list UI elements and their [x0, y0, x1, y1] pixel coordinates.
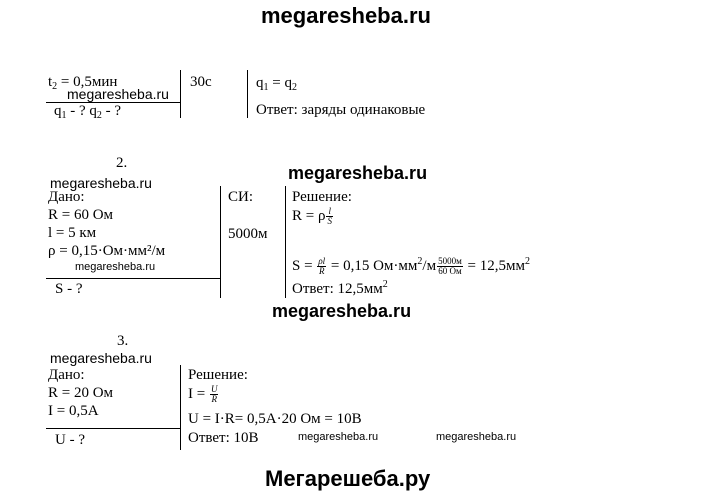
solution-label-2: Решение:	[292, 189, 352, 205]
si-value: 30с	[190, 74, 212, 90]
watermark-mid: megaresheba.ru	[272, 301, 412, 321]
watermark-p1: megaresheba.ru	[67, 86, 169, 102]
watermark-top: megaresheba.ru	[261, 3, 431, 28]
answer-3: Ответ: 10В	[188, 430, 259, 446]
divider-given-solution-3	[180, 365, 181, 450]
find-q1-q2: $q_1$ - ? $q_2$ - ?	[54, 103, 122, 121]
answer-2: Ответ: $12,5мм^2$	[292, 279, 388, 297]
given-l-2: l = 5 км	[48, 225, 97, 241]
problem-number-3: 3.	[117, 333, 129, 349]
given-I-3: I = 0,5А	[48, 403, 99, 419]
formula-R-rho: R = ρ $\frac{l}{S}$	[292, 206, 332, 226]
si-label-2: СИ:	[228, 189, 254, 205]
calc-U: U = I·R= 0,5А·20 Ом = 10В	[188, 411, 362, 427]
watermark-p2-left: megaresheba.ru	[50, 175, 152, 191]
problem-number-2: 2.	[116, 155, 128, 171]
solution-q-eq: $q_1 = q_2$	[256, 75, 297, 93]
divider-given-si-2	[220, 186, 221, 298]
find-U: U - ?	[55, 432, 85, 448]
given-t2: $t_2 = 0,5мин$	[48, 74, 118, 92]
watermark-p2-small: megaresheba.ru	[75, 261, 156, 273]
given-R-2: R = 60 Ом	[48, 207, 114, 223]
watermark-p3-bottom1: megaresheba.ru	[298, 431, 379, 443]
given-underline-3	[46, 428, 180, 429]
given-R-3: R = 20 Ом	[48, 385, 114, 401]
divider-si-solution-2	[285, 186, 286, 298]
watermark-p3-left: megaresheba.ru	[50, 350, 152, 366]
calc-S: S = $\frac{\rho l}{R}$ = 0,15 $Ом\cdot мм^2/м$ $\frac{5000м}{60 Ом}$ = $12,5мм^2$	[292, 255, 530, 276]
watermark-p2-big: megaresheba.ru	[288, 163, 428, 183]
watermark-footer: Мегарешеба.ру	[265, 466, 431, 491]
find-S: S - ?	[55, 281, 83, 297]
solution-label-3: Решение:	[188, 367, 248, 383]
formula-ohm: I = $\frac{U}{R}$	[188, 384, 218, 404]
divider-given-si	[180, 70, 181, 118]
watermark-p3-bottom2: megaresheba.ru	[436, 431, 517, 443]
given-label-3: Дано:	[48, 367, 85, 383]
answer-1: Ответ: заряды одинаковые	[256, 102, 426, 118]
divider-si-solution	[247, 70, 248, 118]
given-rho-2: ρ = 0,15·Ом·мм²/м	[48, 243, 166, 259]
si-value-2: 5000м	[228, 226, 268, 242]
given-label-2: Дано:	[48, 189, 85, 205]
given-underline-2	[46, 278, 220, 279]
